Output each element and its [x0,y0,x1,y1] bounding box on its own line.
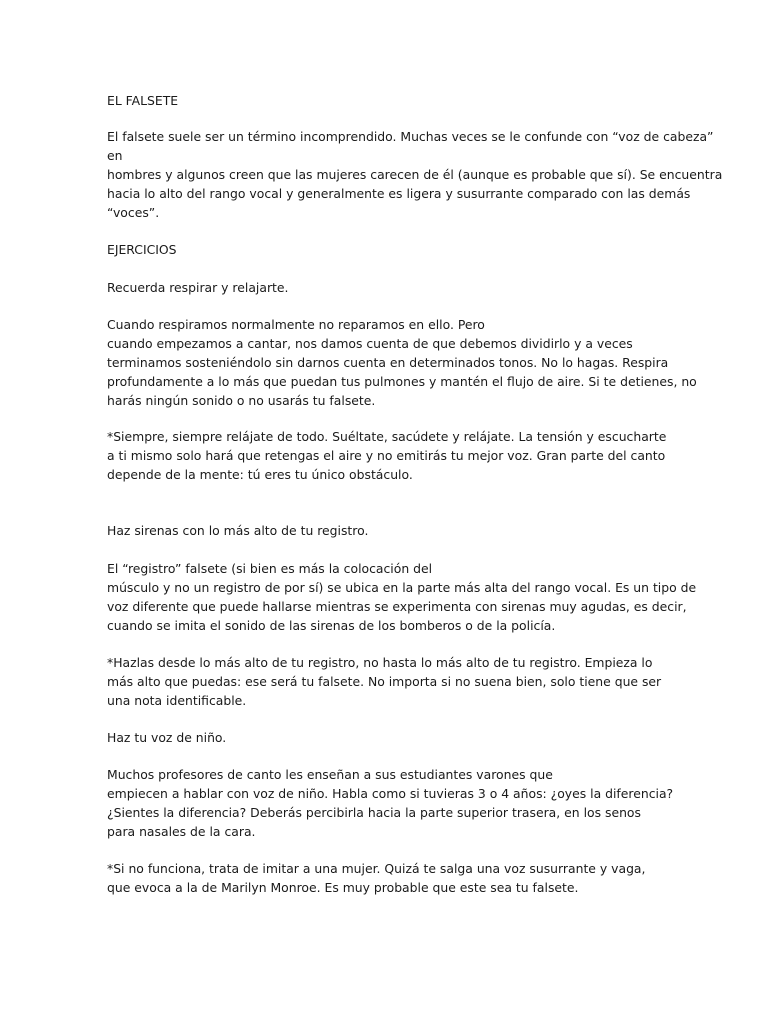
paragraph-line: Muchos profesores de canto les enseñan a sus estudiantes varones que [107,767,553,782]
sirens-heading [107,522,667,541]
paragraph-line: El falsete suele ser un término incomprendido. Muchas veces se le confunde con “voz de cabeza” [107,129,714,144]
heading-line: Haz sirenas con lo más alto de tu registro. [107,523,369,538]
heading-line: Haz tu voz de niño. [107,730,227,745]
paragraph-line: que evoca a la de Marilyn Monroe. Es muy probable que este sea tu falsete. [107,879,579,895]
paragraph-line: músculo y no un registro de por sí) se ubica en la parte más alta del rango vocal. Es un tipo de [107,579,697,595]
paragraph-line: harás ningún sonido o no usarás tu falsete. [107,392,376,408]
paragraph-line: más alto que puedas: ese será tu falsete. No importa si no suena bien, solo tiene que ser [107,673,662,689]
sirens-note [107,654,667,711]
paragraph-line: cuando se imita el sonido de las sirenas de los bomberos o de la policía. [107,617,556,633]
child-voice-heading [107,729,667,748]
paragraph-line: depende de la mente: tú eres tu único obstáculo. [107,466,413,482]
paragraph-line: profundamente a lo más que puedan tus pulmones y mantén el flujo de aire. Si te detienes, no [107,373,697,389]
relax-note [107,428,667,485]
paragraph-line: “voces”. [107,204,160,220]
paragraph-line: Cuando respiramos normalmente no reparamos en ello. Pero [107,317,485,332]
paragraph-line: en [107,147,123,163]
paragraph-line: hacia lo alto del rango vocal y generalmente es ligera y susurrante comparado con las demás [107,185,691,201]
paragraph-line: *Siempre, siempre relájate de todo. Suéltate, sacúdete y relájate. La tensión y escucharte [107,429,667,444]
paragraph-line: terminamos sosteniéndolo sin darnos cuenta en determinados tonos. No lo hagas. Respira [107,354,669,370]
paragraph-line: *Si no funciona, trata de imitar a una mujer. Quizá te salga una voz susurrante y vaga, [107,861,646,876]
paragraph-line: cuando empezamos a cantar, nos damos cuenta de que debemos dividirlo y a veces [107,335,633,351]
paragraph-line: una nota identificable. [107,692,247,708]
paragraph-line: para nasales de la cara. [107,823,256,839]
paragraph-line: a ti mismo solo hará que retengas el aire y no emitirás tu mejor voz. Gran parte del canto [107,447,666,463]
exercises-heading [107,241,667,260]
heading-line: EJERCICIOS [107,242,177,257]
title-line: EL FALSETE [107,93,179,108]
child-voice-note [107,860,667,898]
paragraph-line: empiecen a hablar con voz de niño. Habla como si tuvieras 3 o 4 años: ¿oyes la diferencia? [107,785,674,801]
breathing-paragraph [107,316,697,410]
paragraph-line: Recuerda respirar y relajarte. [107,280,289,295]
paragraph-line: ¿Sientes la diferencia? Deberás percibirla hacia la parte superior trasera, en los senos [107,804,641,820]
paragraph-line: El “registro” falsete (si bien es más la colocación del [107,561,433,576]
child-voice-paragraph [107,766,674,842]
paragraph-line: *Hazlas desde lo más alto de tu registro, no hasta lo más alto de tu registro. Empieza lo [107,655,653,670]
paragraph-line: hombres y algunos creen que las mujeres carecen de él (aunque es probable que sí). Se encuentra [107,166,723,182]
document-title [107,92,667,111]
register-paragraph [107,560,697,636]
breathe-line [107,279,667,298]
paragraph-line: voz diferente que puede hallarse mientras se experimenta con sirenas muy agudas, es decir, [107,598,687,614]
intro-paragraph [107,128,723,222]
